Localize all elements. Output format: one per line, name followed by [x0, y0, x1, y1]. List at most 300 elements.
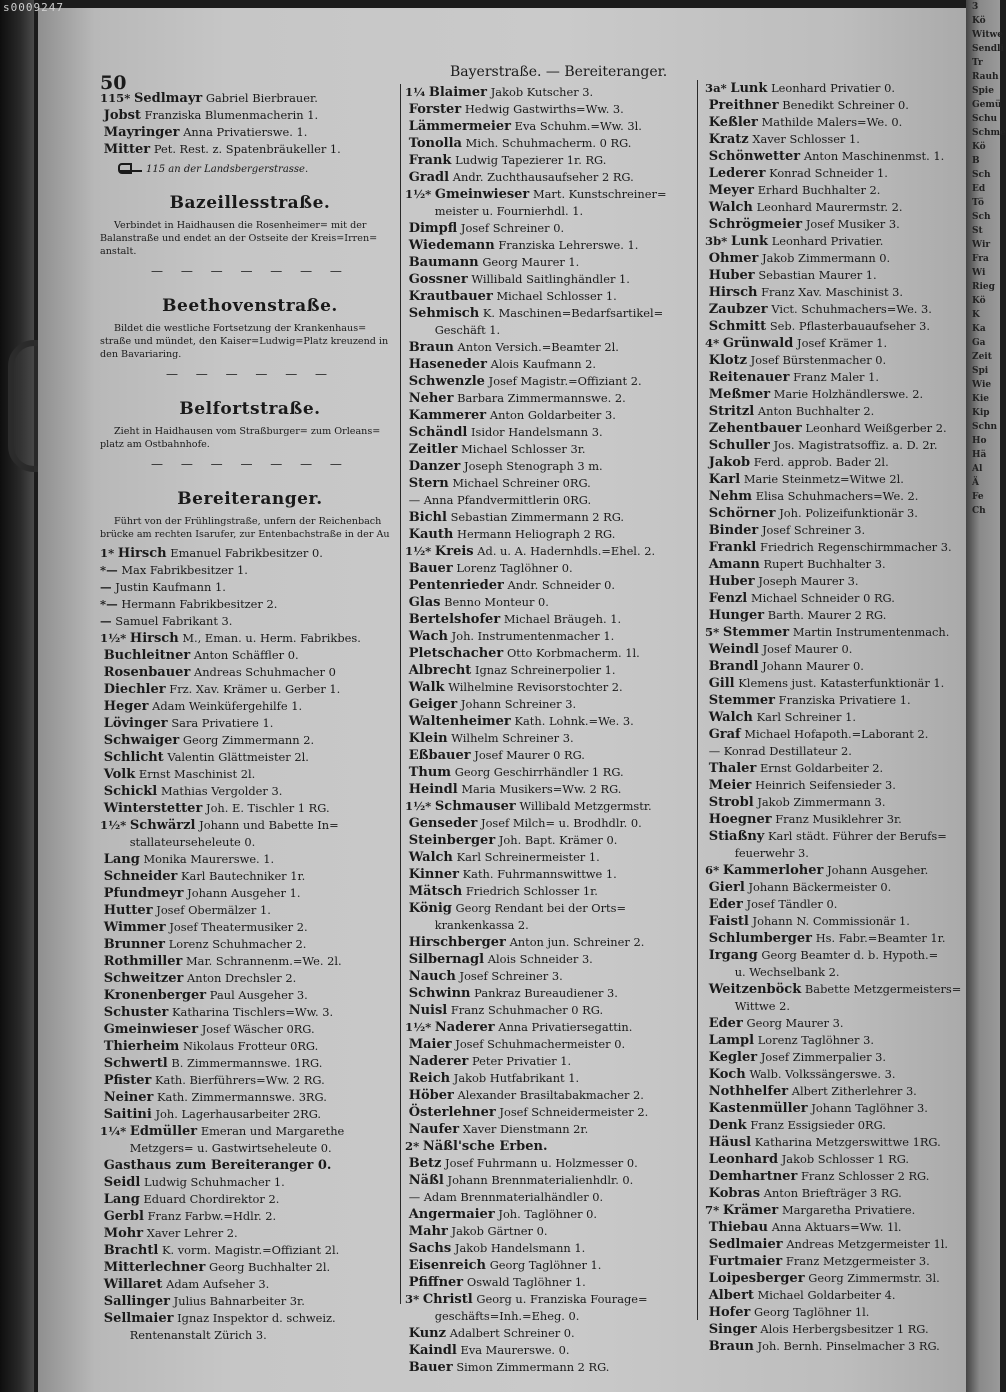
resident-surname: Sehmisch: [408, 306, 480, 321]
resident-details: Julius Bahnarbeiter 3r.: [173, 1294, 305, 1308]
resident-surname: Lämmermeier: [408, 119, 511, 134]
directory-entry: [405, 169, 695, 186]
resident-details: Friedrich Regenschirmmacher 3.: [760, 540, 952, 554]
resident-surname: Lunk: [730, 81, 768, 96]
directory-entry: [405, 883, 695, 900]
resident-surname: Meyer: [708, 183, 755, 198]
next-page-fragment: Sch: [972, 212, 991, 222]
resident-details: Josef Maurer 0.: [762, 642, 853, 656]
directory-entry: [705, 1151, 970, 1168]
resident-details: Joh. E. Tischler 1 RG.: [206, 801, 330, 815]
directory-entry: [405, 1240, 695, 1257]
resident-surname: Höber: [408, 1088, 454, 1103]
resident-surname: Gerbl: [103, 1209, 144, 1224]
resident-surname: Hirsch: [129, 631, 179, 646]
pointing-hand-icon: [120, 162, 142, 172]
resident-details: Kath. Zimmermannswe. 3RG.: [157, 1090, 327, 1104]
resident-surname: Frankl: [708, 540, 757, 555]
resident-details: Erhard Buchhalter 2.: [757, 183, 881, 197]
resident-surname: Singer: [708, 1322, 757, 1337]
resident-surname: Maier: [408, 1037, 452, 1052]
directory-entry: [100, 1038, 400, 1055]
resident-surname: Eisenreich: [408, 1258, 487, 1273]
directory-entry: [100, 919, 400, 936]
house-number: 6*: [705, 863, 720, 877]
street-heading: Belfortstraße.: [179, 399, 321, 419]
resident-details: Josef Zimmerpalier 3.: [760, 1050, 887, 1064]
directory-entry: [705, 301, 970, 318]
resident-details: Andreas Metzgermeister 1l.: [786, 1237, 948, 1251]
resident-surname: Neiner: [103, 1090, 154, 1105]
resident-details: Johann Ausgeher.: [827, 863, 929, 877]
directory-entry: [100, 141, 400, 158]
resident-surname: Saitini: [103, 1107, 152, 1122]
resident-surname: Naufer: [408, 1122, 460, 1137]
house-number: 7*: [705, 1203, 720, 1217]
resident-details: Andr. Zuchthausaufseher 2 RG.: [452, 170, 634, 184]
resident-surname: Binder: [708, 523, 759, 538]
resident-details: Margaretha Privatiere.: [781, 1203, 916, 1217]
resident-details: Adam Weinküfergehilfe 1.: [152, 699, 303, 713]
resident-surname: Stemmer: [722, 625, 790, 640]
directory-entry: [405, 356, 695, 373]
resident-surname: Bichl: [408, 510, 447, 525]
resident-surname: Eder: [708, 1016, 743, 1031]
house-number: 1¼: [405, 85, 426, 99]
running-head: Bayerstraße. — Bereiteranger.: [450, 64, 668, 80]
resident-details: Kath. Fuhrmannswittwe 1.: [462, 867, 617, 881]
directory-entry: [100, 1191, 400, 1208]
next-page-fragment: Ho: [972, 436, 987, 446]
next-page-fragment: Ä: [972, 478, 979, 488]
directory-entry: [100, 885, 400, 902]
directory-entry: [705, 335, 970, 352]
directory-entry: [705, 1270, 970, 1287]
resident-surname: Forster: [408, 102, 462, 117]
resident-details: Anton Buchhalter 2.: [757, 404, 875, 418]
directory-entry: [405, 1070, 695, 1087]
directory-entry: [705, 233, 970, 250]
directory-entry: [705, 1287, 970, 1304]
resident-surname: Huber: [708, 574, 755, 589]
resident-details: K. Maschinen=Bedarfsartikel=: [482, 306, 664, 320]
resident-surname: Sachs: [408, 1241, 452, 1256]
resident-surname: Pfister: [103, 1073, 152, 1088]
directory-entry: [405, 1087, 695, 1104]
resident-details: Franz Schuhmacher 0 RG.: [450, 1003, 604, 1017]
next-page-fragment: Hä: [972, 450, 987, 460]
directory-entry: [405, 1257, 695, 1274]
directory-entry: [100, 902, 400, 919]
resident-details: Mar. Schrannenm.=We. 2l.: [186, 954, 342, 968]
resident-details: Joh. Polizeifunktionär 3.: [779, 506, 918, 520]
resident-surname: Brunner: [103, 937, 165, 952]
resident-surname: Schwaiger: [103, 733, 180, 748]
next-page-fragment: Kö: [972, 142, 986, 152]
resident-surname: Hirschberger: [408, 935, 506, 950]
resident-details: Kath. Bierführers=Ww. 2 RG.: [155, 1073, 325, 1087]
directory-entry: [705, 454, 970, 471]
directory-entry: [705, 505, 970, 522]
resident-surname: Lövinger: [103, 716, 168, 731]
directory-entry: [100, 1208, 400, 1225]
resident-surname: Gierl: [708, 880, 745, 895]
resident-details: Karl städt. Führer der Berufs=: [768, 829, 947, 843]
directory-entry: [705, 1117, 970, 1134]
directory-entry: [705, 131, 970, 148]
directory-entry: [705, 471, 970, 488]
next-page-fragment: Kö: [972, 16, 986, 26]
resident-surname: Genseder: [408, 816, 478, 831]
resident-surname: Stiaßny: [708, 829, 765, 844]
resident-surname: Klotz: [708, 353, 747, 368]
directory-entry: [705, 573, 970, 590]
resident-details: Otto Korbmacherm. 1l.: [506, 646, 640, 660]
house-number: 1½*: [405, 1020, 432, 1034]
resident-surname: Kauth: [408, 527, 454, 542]
resident-details: Georg Rendant bei der Orts=: [455, 901, 627, 915]
resident-surname: Strobl: [708, 795, 754, 810]
resident-details: Georg Maurer 3.: [746, 1016, 844, 1030]
resident-surname: Irgang: [708, 948, 758, 963]
resident-surname: Volk: [103, 767, 136, 782]
resident-details: Franz Xav. Maschinist 3.: [761, 285, 904, 299]
resident-details: Josef Schreiner 3.: [761, 523, 866, 537]
resident-details: B. Zimmermannswe. 1RG.: [171, 1056, 323, 1070]
resident-details: Anton Maschinenmst. 1.: [803, 149, 945, 163]
resident-surname: Neher: [408, 391, 454, 406]
resident-surname: Karl: [708, 472, 741, 487]
resident-surname: Kammerer: [408, 408, 487, 423]
directory-entry: [405, 1359, 695, 1376]
directory-entry: [100, 630, 400, 647]
directory-entry: [405, 798, 695, 815]
resident-surname: Kastenmüller: [708, 1101, 808, 1116]
resident-details: Johann Ausgeher 1.: [187, 886, 301, 900]
resident-details: K. vorm. Magistr.=Offiziant 2l.: [161, 1243, 340, 1257]
resident-surname: Albrecht: [408, 663, 472, 678]
resident-details: Joh. Bapt. Krämer 0.: [498, 833, 618, 847]
resident-details: Leonhard Maurermstr. 2.: [756, 200, 903, 214]
resident-details: Josef Schneidermeister 2.: [499, 1105, 649, 1119]
resident-details: Leonhard Privatier 0.: [771, 81, 895, 95]
directory-entry: [100, 970, 400, 987]
resident-surname: Schuller: [708, 438, 770, 453]
directory-entry: [100, 1157, 400, 1174]
resident-details: Georg Taglöhner 1l.: [754, 1305, 870, 1319]
resident-surname: Gmeinwieser: [434, 187, 530, 202]
resident-details: Wilhelm Schreiner 3.: [451, 731, 574, 745]
resident-details: Xaver Dienstmann 2r.: [462, 1122, 589, 1136]
directory-entry: [100, 936, 400, 953]
resident-surname: Graf: [708, 727, 741, 742]
resident-list: [705, 80, 970, 1355]
directory-entry: [100, 698, 400, 715]
directory-entry: [405, 713, 695, 730]
resident-details: Emanuel Fabrikbesitzer 0.: [170, 546, 323, 560]
resident-details: Metzgers= u. Gastwirtseheleute 0.: [129, 1141, 332, 1155]
resident-details: Gabriel Bierbrauer.: [205, 91, 318, 105]
footnote-text: 115 an der Landsbergerstrasse.: [146, 164, 309, 175]
resident-details: Jakob Hutfabrikant 1.: [453, 1071, 580, 1085]
next-page-fragment: Fra: [972, 254, 989, 264]
directory-entry: [405, 815, 695, 832]
resident-surname: Mahr: [408, 1224, 448, 1239]
directory-entry: [100, 987, 400, 1004]
resident-details: Benedikt Schreiner 0.: [782, 98, 909, 112]
resident-surname: Naderer: [408, 1054, 469, 1069]
resident-details: Kath. Lohnk.=We. 3.: [514, 714, 634, 728]
directory-entry: [405, 594, 695, 611]
resident-surname: Brachtl: [103, 1243, 159, 1258]
resident-details: Joh. Taglöhner 0.: [498, 1207, 598, 1221]
house-number: 3*: [405, 1292, 420, 1306]
directory-entry: [405, 271, 695, 288]
resident-details: Joh. Lagerhausarbeiter 2RG.: [155, 1107, 322, 1121]
resident-surname: Danzer: [408, 459, 461, 474]
directory-entry: [705, 267, 970, 284]
resident-surname: Gasthaus zum Bereiteranger 0.: [103, 1158, 332, 1173]
resident-details: Johann N. Commissionär 1.: [752, 914, 910, 928]
resident-surname: Zeitler: [408, 442, 458, 457]
directory-entry: [100, 1276, 400, 1293]
resident-surname: König: [408, 901, 452, 916]
resident-details: Michael Goldarbeiter 4.: [757, 1288, 896, 1302]
resident-details: Josef Schreiner 0.: [460, 221, 565, 235]
directory-entry: [705, 539, 970, 556]
resident-surname: Leonhard: [708, 1152, 779, 1167]
resident-details: Konrad Schneider 1.: [769, 166, 888, 180]
resident-details: Anna Aktuars=Ww. 1l.: [771, 1220, 902, 1234]
resident-details: Anna Privatierswe. 1.: [183, 125, 308, 139]
resident-surname: Sedlmayr: [133, 91, 203, 106]
directory-entry: [705, 743, 970, 760]
resident-details: Josef Tändler 0.: [746, 897, 838, 911]
resident-details: Peter Privatier 1.: [472, 1054, 572, 1068]
archive-stamp: s0009247: [3, 1, 64, 14]
resident-details: Ignaz Schreinerpolier 1.: [474, 663, 616, 677]
next-page-fragment: St: [972, 226, 983, 236]
resident-surname: Zaubzer: [708, 302, 768, 317]
resident-surname: Faistl: [708, 914, 749, 929]
resident-details: Georg Beamter d. b. Hypoth.=: [761, 948, 939, 962]
resident-surname: Naderer: [434, 1020, 495, 1035]
resident-details: Vict. Schuhmachers=We. 3.: [771, 302, 932, 316]
directory-entry: [100, 732, 400, 749]
resident-surname: Näßl'sche Erben.: [422, 1139, 548, 1154]
resident-surname: Baumann: [408, 255, 479, 270]
directory-entry: [405, 866, 695, 883]
resident-surname: Pletschacher: [408, 646, 504, 661]
directory-entry-continuation: [100, 1140, 400, 1157]
resident-surname: Lang: [103, 1192, 140, 1207]
resident-surname: Österlehner: [408, 1105, 496, 1120]
resident-surname: Kunz: [408, 1326, 446, 1341]
directory-entry: [705, 216, 970, 233]
resident-details: Franz Essigsieder 0RG.: [750, 1118, 886, 1132]
directory-entry-continuation: [705, 845, 970, 862]
directory-entry: [100, 953, 400, 970]
directory-entry: [705, 1338, 970, 1355]
resident-details: Franz Schlosser 2 RG.: [800, 1169, 930, 1183]
resident-surname: Bauer: [408, 561, 453, 576]
street-section-belfort: [100, 399, 400, 471]
directory-entry-continuation: [405, 1308, 695, 1325]
resident-details: Seb. Pflasterbauaufseher 3.: [769, 319, 930, 333]
resident-details: Josef Musiker 3.: [805, 217, 900, 231]
resident-details: Marie Holzhändlerswe. 2.: [773, 387, 924, 401]
resident-surname: Wach: [408, 629, 448, 644]
directory-entry: [705, 369, 970, 386]
book-binding: [0, 0, 34, 1392]
house-number: 3a*: [705, 81, 727, 95]
resident-surname: Nauch: [408, 969, 456, 984]
street-description: Verbindet in Haidhausen die Rosenheimer= mit der Balanstraße und endet an der Ostseite der Kreis=Irren= anstalt.: [100, 220, 378, 257]
resident-surname: Nothhelfer: [708, 1084, 789, 1099]
resident-surname: Schweitzer: [103, 971, 184, 986]
directory-entry: [100, 562, 400, 579]
resident-details: Martin Instrumentenmach.: [792, 625, 950, 639]
page-number: 50: [100, 72, 127, 94]
resident-details: Josef Magistr.=Offiziant 2.: [488, 374, 642, 388]
resident-details: Hermann Fabrikbesitzer 2.: [121, 597, 278, 611]
resident-details: Alois Schneider 3.: [487, 952, 593, 966]
resident-surname: Hirsch: [117, 546, 167, 561]
resident-details: — Anna Pfandvermittlerin 0RG.: [408, 493, 592, 507]
directory-entry: [405, 1172, 695, 1189]
dash-separator: — — — — — —: [165, 367, 335, 381]
resident-surname: Huber: [708, 268, 755, 283]
resident-surname: Thierheim: [103, 1039, 180, 1054]
directory-entry: [705, 284, 970, 301]
resident-surname: Rosenbauer: [103, 665, 191, 680]
resident-surname: Schneider: [103, 869, 178, 884]
next-page-fragment: Wie: [972, 380, 992, 390]
directory-entry: [100, 124, 400, 141]
resident-details: Pet. Rest. z. Spatenbräukeller 1.: [153, 142, 341, 156]
resident-details: Willibald Saitlinghändler 1.: [471, 272, 630, 286]
house-number: 5*: [705, 625, 720, 639]
directory-entry: [705, 913, 970, 930]
resident-details: Georg Taglöhner 1.: [489, 1258, 602, 1272]
resident-details: Franz Farbw.=Hdlr. 2.: [147, 1209, 277, 1223]
resident-details: Georg Zimmermann 2.: [182, 733, 315, 747]
resident-details: Johann und Babette In=: [199, 818, 339, 832]
directory-entry: [405, 1104, 695, 1121]
resident-surname: Frank: [408, 153, 452, 168]
next-page-fragment: Ch: [972, 506, 986, 516]
resident-details: Max Fabrikbesitzer 1.: [121, 563, 248, 577]
street-heading: Bazeillesstraße.: [169, 193, 331, 213]
directory-entry: [100, 1021, 400, 1038]
directory-entry: [705, 1066, 970, 1083]
resident-details: Barth. Maurer 2 RG.: [767, 608, 887, 622]
house-number: 1½*: [405, 187, 432, 201]
resident-surname: Winterstetter: [103, 801, 203, 816]
directory-entry: [405, 968, 695, 985]
directory-entry: [100, 579, 400, 596]
directory-entry: [405, 1223, 695, 1240]
directory-entry: [405, 1155, 695, 1172]
resident-details: Joh. Bernh. Pinselmacher 3 RG.: [757, 1339, 940, 1353]
resident-details: Karl Bautechniker 1r.: [181, 869, 306, 883]
resident-details: Emeran und Margarethe: [200, 1124, 345, 1138]
resident-surname: Schickl: [103, 784, 158, 799]
resident-surname: Mätsch: [408, 884, 463, 899]
directory-entry: [705, 352, 970, 369]
resident-surname: Zehentbauer: [708, 421, 802, 436]
directory-entry: [705, 1049, 970, 1066]
directory-entry: [100, 647, 400, 664]
resident-surname: Nuisl: [408, 1003, 448, 1018]
resident-surname: Amann: [708, 557, 760, 572]
resident-surname: Wiedemann: [408, 238, 495, 253]
directory-entry: [405, 458, 695, 475]
resident-details: Joh. Instrumentenmacher 1.: [451, 629, 615, 643]
directory-entry: [405, 1274, 695, 1291]
directory-entry: [705, 1032, 970, 1049]
directory-entry: [405, 1206, 695, 1223]
directory-entry: [405, 526, 695, 543]
directory-entry: [100, 783, 400, 800]
resident-details: Josef Obermälzer 1.: [156, 903, 271, 917]
directory-entry: [405, 305, 695, 322]
resident-details: Alois Kaufmann 2.: [490, 357, 597, 371]
resident-details: Georg u. Franziska Fourage=: [476, 1292, 648, 1306]
resident-details: Wilhelmine Revisorstochter 2.: [448, 680, 623, 694]
resident-details: Josef Milch= u. Brodhdlr. 0.: [481, 816, 642, 830]
directory-entry: [705, 641, 970, 658]
directory-entry: [405, 441, 695, 458]
resident-surname: Reich: [408, 1071, 451, 1086]
resident-details: — Konrad Destillateur 2.: [708, 744, 852, 758]
resident-details: Willibald Metzgermstr.: [519, 799, 652, 813]
resident-surname: Bauer: [408, 1360, 453, 1375]
resident-details: Michael Schlosser 3r.: [461, 442, 586, 456]
resident-surname: Meier: [708, 778, 752, 793]
directory-entry: [405, 1189, 695, 1206]
directory-entry: [405, 560, 695, 577]
directory-entry: [705, 828, 970, 845]
directory-entry: [405, 254, 695, 271]
directory-entry-continuation: [100, 1327, 400, 1344]
next-page-fragment: Schu: [972, 114, 998, 124]
directory-entry: [705, 403, 970, 420]
next-page-fragment: Rauh: [972, 72, 999, 82]
resident-details: Franz Maler 1.: [793, 370, 879, 384]
resident-details: Benno Monteur 0.: [444, 595, 549, 609]
directory-entry-continuation: [100, 834, 400, 851]
resident-surname: Gradl: [408, 170, 450, 185]
resident-details: meister u. Fournierhdl. 1.: [434, 204, 584, 218]
next-page-fragment: K: [972, 310, 980, 320]
resident-surname: Kobras: [708, 1186, 761, 1201]
resident-surname: Angermaier: [408, 1207, 495, 1222]
house-number: 1½*: [405, 799, 432, 813]
resident-details: Georg Zimmermstr. 3l.: [808, 1271, 940, 1285]
resident-surname: Mohr: [103, 1226, 144, 1241]
directory-entry: [705, 1185, 970, 1202]
directory-entry: [705, 607, 970, 624]
resident-details: Jakob Handelsmann 1.: [454, 1241, 586, 1255]
directory-entry: [405, 84, 695, 101]
street-description: Zieht in Haidhausen vom Straßburger= zum Orleans= platz am Ostbahnhofe.: [100, 426, 381, 450]
resident-surname: Jakob: [708, 455, 751, 470]
directory-entry: [405, 730, 695, 747]
directory-entry: [705, 437, 970, 454]
resident-surname: Kinner: [408, 867, 459, 882]
resident-details: Franz Metzgermeister 3.: [785, 1254, 930, 1268]
